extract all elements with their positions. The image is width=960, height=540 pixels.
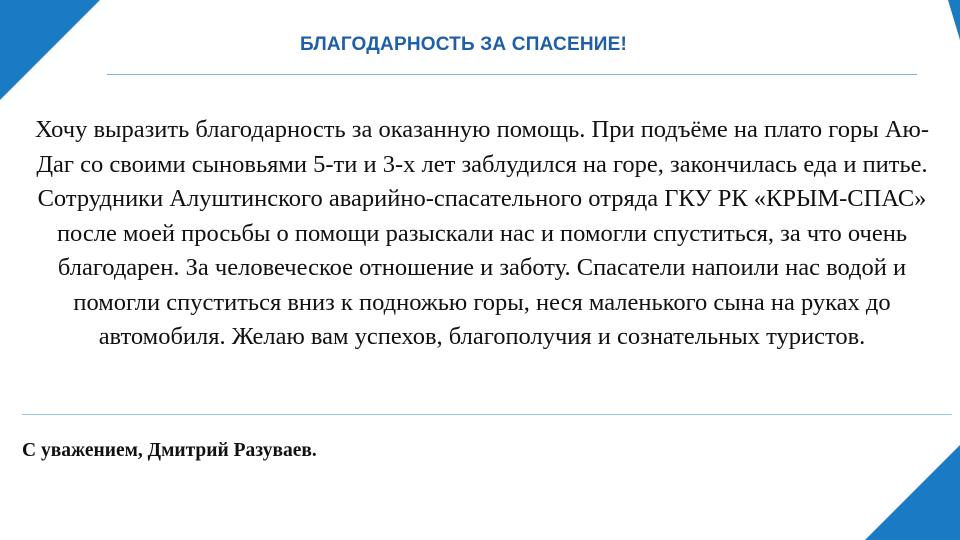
body-divider [22, 414, 952, 415]
title-divider [107, 74, 917, 75]
page-title: БЛАГОДАРНОСТЬ ЗА СПАСЕНИЕ! [300, 34, 628, 55]
letter-signature: С уважением, Дмитрий Разуваев. [22, 440, 317, 461]
corner-decoration-top-left [0, 0, 100, 100]
corner-decoration-top-right [948, 0, 960, 40]
corner-decoration-bottom-right [865, 445, 960, 540]
letter-body: Хочу выразить благодарность за оказанную помощь. При подъёме на плато горы Аю-Даг со своими сыновьями 5-ти и 3-х лет заблудился на горе, закончилась еда и питье. Сотрудники Алуштинского аварийно-спасательного отряда ГКУ РК «КРЫМ-СПАС» после моей просьбы о помощи разыскали нас и помогли спуститься, за что очень благодарен. За человеческое отношение и заботу. Спасатели напоили нас водой и помогли спуститься вниз к подножью горы, неся маленького сына на руках до автомобиля. Желаю вам успехов, благополучия и сознательных туристов. [35, 116, 929, 350]
